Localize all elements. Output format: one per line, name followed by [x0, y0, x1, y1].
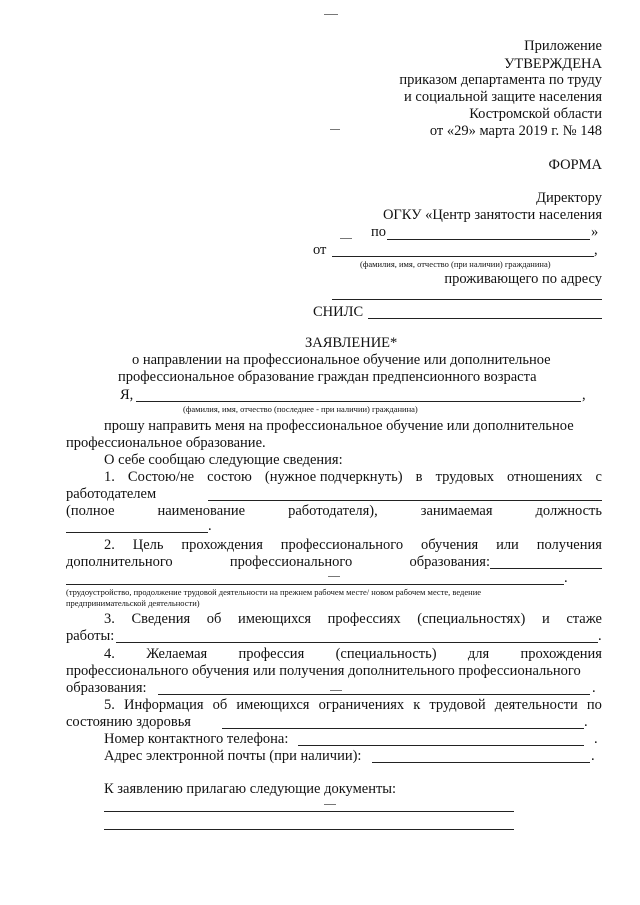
word: прохождения [520, 646, 602, 662]
title-sub-1: о направлении на профессиональное обучение или дополнительное [132, 352, 551, 368]
word: отношениях [507, 469, 583, 485]
fio-hint: (фамилия, имя, отчество (при наличии) гражданина) [360, 259, 551, 269]
attach-label: К заявлению прилагаю следующие документы: [104, 781, 397, 797]
email-label: Адрес электронной почты (при наличии): [104, 748, 362, 764]
item-2-line-2 [66, 554, 490, 571]
word: Информация [123, 697, 204, 713]
word: обучения [420, 537, 479, 553]
word: трудовой [429, 697, 486, 713]
word: с [595, 469, 602, 485]
residing-label: проживающего по адресу [444, 271, 602, 287]
approved-label: УТВЕРЖДЕНА [504, 56, 602, 72]
phone-end: . [594, 731, 598, 747]
phone-field[interactable] [298, 745, 584, 746]
item-5-line-1 [104, 697, 602, 714]
word: по [586, 697, 602, 713]
word: для [467, 646, 490, 662]
goal-field-2[interactable] [66, 584, 564, 585]
word: профессионального [280, 537, 404, 553]
word: об [206, 611, 222, 627]
snils-label: СНИЛС [313, 304, 364, 320]
scan-speck [328, 576, 340, 577]
to-director: Директору [536, 190, 602, 206]
employer-field[interactable] [208, 500, 602, 501]
word: деятельности [494, 697, 578, 713]
item-4-line-2: профессионального обучения или получения дополнительного профессионального [66, 663, 581, 679]
word: Желаемая [146, 646, 208, 662]
appendix-label: Приложение [524, 38, 602, 54]
order-date: от «29» марта 2019 г. № 148 [429, 123, 602, 139]
word: состою [207, 469, 252, 485]
word: Состою/не [127, 469, 195, 485]
word: работодателя), [288, 503, 378, 519]
word: профессиях [327, 611, 401, 627]
request-line-2: профессиональное образование. [66, 435, 266, 451]
word: 4. [104, 646, 115, 662]
scan-speck [324, 14, 338, 15]
item-1-line-3 [66, 503, 602, 520]
org-name: ОГКУ «Центр занятости населения [382, 207, 602, 223]
snils-field[interactable] [368, 318, 602, 319]
item-4-end: . [592, 680, 596, 696]
item-1-line-1 [104, 469, 602, 486]
word: 5. [104, 697, 115, 713]
address-field[interactable] [332, 299, 602, 300]
employer-label: работодателем [66, 486, 157, 502]
word: имеющихся [236, 697, 310, 713]
phone-label: Номер контактного телефона: [104, 731, 289, 747]
word: Сведения [131, 611, 191, 627]
word: и [541, 611, 550, 627]
item-2-hint-2: предпринимательской деятельности) [66, 598, 200, 608]
word: получения [536, 537, 602, 553]
word: (полное [66, 503, 115, 519]
applicant-name-field[interactable] [332, 256, 594, 257]
i-hint: (фамилия, имя, отчество (последнее - при наличии) гражданина) [183, 404, 418, 414]
word: ограничениях [318, 697, 405, 713]
order-line-1: приказом департамента по труду [399, 72, 602, 88]
word: 2. [104, 537, 115, 553]
word: прохождения [181, 537, 263, 553]
word: в [415, 469, 423, 485]
title-sub-2: профессиональное образование граждан предпенсионного возраста [118, 369, 537, 385]
word: трудовых [435, 469, 494, 485]
health-field[interactable] [222, 728, 584, 729]
word: профессия [238, 646, 305, 662]
scan-speck [330, 690, 342, 691]
scan-speck [340, 238, 352, 239]
attachments-field-2[interactable] [104, 829, 514, 830]
email-end: . [591, 748, 595, 764]
document-title: ЗАЯВЛЕНИЕ* [305, 335, 398, 351]
about-label: О себе сообщаю следующие сведения: [104, 452, 343, 468]
word: об [212, 697, 228, 713]
word: (специальность) [335, 646, 437, 662]
form-label: ФОРМА [548, 157, 602, 173]
word: Цель [132, 537, 164, 553]
word: профессионального [229, 554, 353, 570]
word: должность [535, 503, 602, 519]
position-field[interactable] [66, 532, 208, 533]
item-1-end: . [208, 518, 212, 534]
item-3-end: . [598, 628, 602, 644]
word: дополнительного [66, 554, 173, 570]
scan-speck [330, 129, 340, 130]
word: или [496, 537, 519, 553]
word: занимаемая [420, 503, 493, 519]
item-5-end: . [584, 714, 588, 730]
desired-profession-field[interactable] [158, 694, 590, 695]
word: (специальностях) [417, 611, 526, 627]
email-field[interactable] [372, 762, 590, 763]
request-line-1: прошу направить меня на профессиональное обучение или дополнительное [104, 418, 574, 434]
word: 1. [104, 469, 115, 485]
attachments-field-1[interactable] [104, 811, 514, 812]
i-prefix: Я, [120, 387, 134, 403]
word: (нужное подчеркнуть) [264, 469, 403, 485]
education-label: образования: [66, 680, 147, 696]
health-label: состоянию здоровья [66, 714, 191, 730]
i-suffix: , [582, 387, 586, 403]
by-suffix: » [591, 224, 599, 240]
order-line-2: и социальной защите населения [404, 89, 602, 105]
word: стаже [566, 611, 602, 627]
from-prefix: от [313, 242, 327, 258]
item-2-end: . [564, 570, 568, 586]
item-2-hint-1: (трудоустройство, продолжение трудовой деятельности на прежнем рабочем месте/ новом рабочем месте, ведение [66, 587, 482, 597]
work-label: работы: [66, 628, 115, 644]
center-name-field[interactable] [387, 239, 590, 240]
item-2-line-1 [104, 537, 602, 554]
word: наименование [157, 503, 246, 519]
goal-field-1[interactable] [490, 568, 602, 569]
experience-field[interactable] [116, 642, 598, 643]
word: 3. [104, 611, 115, 627]
word: имеющихся [237, 611, 312, 627]
order-line-3: Костромской области [469, 106, 602, 122]
from-suffix: , [594, 242, 598, 258]
word: к [413, 697, 421, 713]
full-name-field[interactable] [136, 401, 581, 402]
word: образования: [409, 554, 490, 570]
item-3-line-1 [104, 611, 602, 628]
item-4-line-1 [104, 646, 602, 663]
by-prefix: по [371, 224, 387, 240]
scan-speck [324, 804, 336, 805]
